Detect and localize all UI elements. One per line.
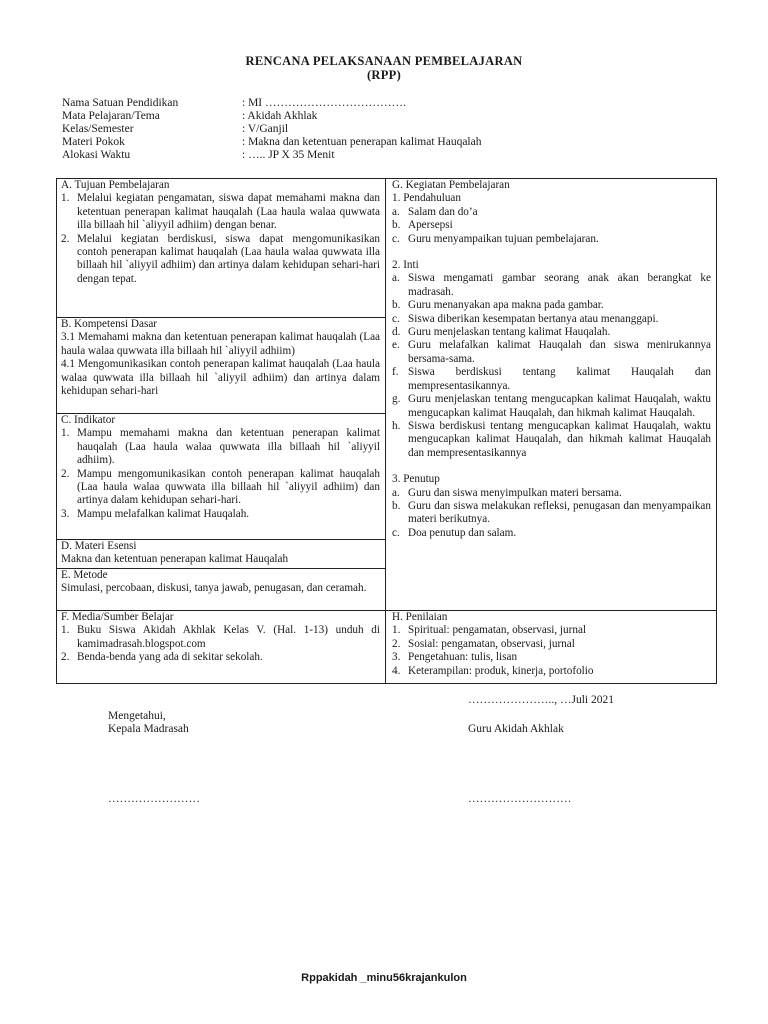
list-item [392, 233, 711, 246]
item-text: Siswa diberikan kesempatan bertanya atau menanggapi. [408, 312, 659, 325]
item-marker: 2. [61, 467, 70, 480]
list-item [392, 366, 711, 393]
item-text: Spiritual: pengamatan, observasi, jurnal [408, 624, 587, 637]
item-marker: a. [392, 486, 400, 499]
identity-row [62, 96, 702, 110]
identity-value: : Makna dan ketentuan penerapan kalimat Hauqalah [242, 136, 482, 148]
signature-right-role: Guru Akidah Akhlak [468, 723, 564, 735]
item-marker: g. [392, 393, 401, 406]
item-text: Siswa mengamati gambar seorang anak akan berangkat ke madrasah. [408, 272, 711, 298]
column-divider [385, 178, 386, 684]
section-kompetensi [61, 318, 380, 398]
item-text: Apersepsi [408, 219, 453, 232]
list-item [392, 624, 711, 637]
identity-row [62, 122, 702, 136]
item-text: Keterampilan: produk, kinerja, portofolio [408, 664, 594, 677]
item-marker: 2. [392, 637, 401, 650]
item-text: Guru dan siswa melakukan refleksi, penugasan dan menyampaikan materi berikutnya. [408, 499, 711, 526]
item-text: Mampu mengomunikasikan contoh penerapan kalimat hauqalah (Laa haula walaa quwwata illa billaah hil `aliyyil adhiim) dan artinya dalam kehidupan sehari-hari. [77, 467, 380, 507]
kd-paragraph: 3.1 Memahami makna dan ketentuan penerapan kalimat hauqalah (Laa haula walaa quwwata illa billaah hil `aliyyil adhiim) [61, 331, 380, 357]
identity-label: Alokasi Waktu [62, 149, 131, 161]
list-item [392, 665, 711, 678]
item-marker: b. [392, 299, 401, 312]
list-item [61, 624, 380, 651]
signature-left-role: Kepala Madrasah [108, 723, 189, 735]
identity-label: Nama Satuan Pendidikan [62, 97, 179, 109]
document-subtitle: (RPP) [366, 68, 402, 82]
item-text: Pengetahuan: tulis, lisan [408, 651, 518, 664]
list-item [392, 326, 711, 339]
item-text: Melalui kegiatan pengamatan, siswa dapat memahami makna dan ketentuan penerapan kalimat hauqalah (Laa haula walaa quwwata illa billaah hil `aliyyil adhiim) dengan benar. [77, 192, 380, 232]
item-marker: 2. [61, 651, 70, 664]
subsection-heading: 3. Penutup [392, 473, 440, 486]
identity-value: : V/Ganjil [242, 123, 289, 135]
section-media [61, 611, 380, 665]
section-kegiatan [392, 179, 711, 540]
item-marker: c. [392, 526, 400, 539]
item-marker: 1. [61, 192, 70, 205]
item-marker: b. [392, 219, 401, 232]
item-text: Siswa berdiskusi tentang mengucapkan kalimat Hauqalah, waktu mengucapkan kalimat Hauqalah, dan hikmah kalimat Hauqalah dan mempresentasikannya [408, 419, 711, 459]
list-item [392, 219, 711, 232]
list-item [392, 651, 711, 664]
item-marker: e. [392, 339, 400, 352]
item-marker: 2. [61, 232, 70, 245]
item-text: Guru menjelaskan tentang mengucapkan kalimat Hauqalah, waktu mengucapkan kalimat Hauqalah, dan hikmah kalimat Hauqalah. [408, 393, 711, 419]
list-item [392, 420, 711, 460]
item-text: Melalui kegiatan berdiskusi, siswa dapat mengomunikasikan contoh penerapan kalimat hauqalah (Laa haula walaa quwwata illa billaah hil `aliyyil adhiim) dan artinya dalam kehidupan sehari-hari dengan tepat. [77, 232, 380, 285]
identity-row [62, 148, 702, 162]
item-marker: f. [392, 366, 399, 379]
list-item [392, 393, 711, 420]
subsection-heading: 2. Inti [392, 259, 419, 272]
item-text: Buku Siswa Akidah Akhlak Kelas V. (Hal. 1-13) unduh di kamimadrasah.blogspot.com [77, 624, 380, 650]
item-marker: a. [392, 272, 400, 285]
section-text: Makna dan ketentuan penerapan kalimat Hauqalah [61, 553, 289, 566]
subsection-heading: 1. Pendahuluan [392, 192, 461, 205]
section-heading: E. Metode [61, 569, 108, 581]
section-heading: F. Media/Sumber Belajar [61, 611, 174, 623]
section-heading: A. Tujuan Pembelajaran [61, 179, 170, 191]
item-marker: 1. [61, 624, 70, 637]
item-text: Guru menyampaikan tujuan pembelajaran. [408, 232, 599, 245]
identity-label: Mata Pelajaran/Tema [62, 110, 160, 122]
section-heading: H. Penilaian [392, 611, 448, 623]
item-marker: h. [392, 419, 401, 432]
item-marker: a. [392, 205, 400, 218]
section-metode [61, 569, 380, 596]
list-item [61, 651, 380, 664]
signature-left-dots: …………………… [108, 793, 200, 805]
item-marker: 1. [392, 624, 401, 637]
identity-value: : ….. JP X 35 Menit [242, 149, 335, 161]
item-marker: 3. [392, 651, 401, 664]
list-item [392, 638, 711, 651]
section-penilaian [392, 611, 711, 678]
section-heading: C. Indikator [61, 414, 116, 426]
section-heading: D. Materi Esensi [61, 540, 137, 552]
item-text: Doa penutup dan salam. [408, 526, 517, 539]
item-text: Salam dan do’a [408, 205, 478, 218]
item-marker: 4. [392, 664, 401, 677]
section-tujuan [61, 179, 380, 286]
signature-left-title: Mengetahui, [108, 710, 166, 722]
list-item [61, 468, 380, 508]
item-marker: c. [392, 312, 400, 325]
kd-paragraph: 4.1 Mengomunikasikan contoh penerapan kalimat hauqalah (Laa haula walaa quwwata illa billaah hil `aliyyil adhiim) dan artinya dalam kehidupan sehari-hari [61, 358, 380, 398]
section-text: Simulasi, percobaan, diskusi, tanya jawab, penugasan, dan ceramah. [61, 582, 367, 595]
item-marker: 3. [61, 507, 70, 520]
item-text: Mampu memahami makna dan ketentuan penerapan kalimat hauqalah (Laa haula walaa quwwata illa billaah hil `aliyyil adhiim). [77, 427, 380, 467]
item-marker: b. [392, 499, 401, 512]
section-heading: B. Kompetensi Dasar [61, 318, 158, 330]
list-item [392, 299, 711, 312]
list-item [392, 487, 711, 500]
section-indikator [61, 414, 380, 521]
list-item [392, 500, 711, 527]
identity-label: Kelas/Semester [62, 123, 134, 135]
item-marker: c. [392, 232, 400, 245]
section-heading: G. Kegiatan Pembelajaran [392, 179, 510, 191]
item-text: Sosial: pengamatan, observasi, jurnal [408, 637, 575, 650]
identity-value: : Akidah Akhlak [242, 110, 318, 122]
item-marker: d. [392, 326, 401, 339]
list-item [392, 527, 711, 540]
list-item [392, 339, 711, 366]
list-item [392, 313, 711, 326]
identity-row [62, 135, 702, 149]
item-text: Guru dan siswa menyimpulkan materi bersama. [408, 486, 622, 499]
identity-row [62, 109, 702, 123]
signature-date: ………………….., …Juli 2021 [468, 694, 614, 706]
identity-value: : MI ………………………………. [242, 97, 406, 109]
item-text: Siswa berdiskusi tentang kalimat Hauqalah dan mempresentasikannya. [408, 366, 711, 392]
item-text: Guru melafalkan kalimat Hauqalah dan siswa menirukannya bersama-sama. [408, 339, 711, 365]
item-text: Benda-benda yang ada di sekitar sekolah. [77, 651, 263, 664]
list-item [61, 427, 380, 467]
list-item [392, 272, 711, 299]
list-item [61, 508, 380, 521]
identity-label: Materi Pokok [62, 136, 125, 148]
section-materi [61, 540, 380, 567]
item-text: Guru menjelaskan tentang kalimat Hauqalah. [408, 326, 611, 339]
item-text: Mampu melafalkan kalimat Hauqalah. [77, 507, 250, 520]
list-item [61, 233, 380, 287]
list-item [392, 206, 711, 219]
signature-right-dots: ……………………… [468, 793, 572, 805]
document-title: RENCANA PELAKSANAAN PEMBELAJARAN [245, 54, 523, 68]
item-text: Guru menanyakan apa makna pada gambar. [408, 299, 604, 312]
list-item [61, 192, 380, 232]
document-footer: Rppakidah _minu56krajankulon [301, 972, 467, 984]
item-marker: 1. [61, 427, 70, 440]
